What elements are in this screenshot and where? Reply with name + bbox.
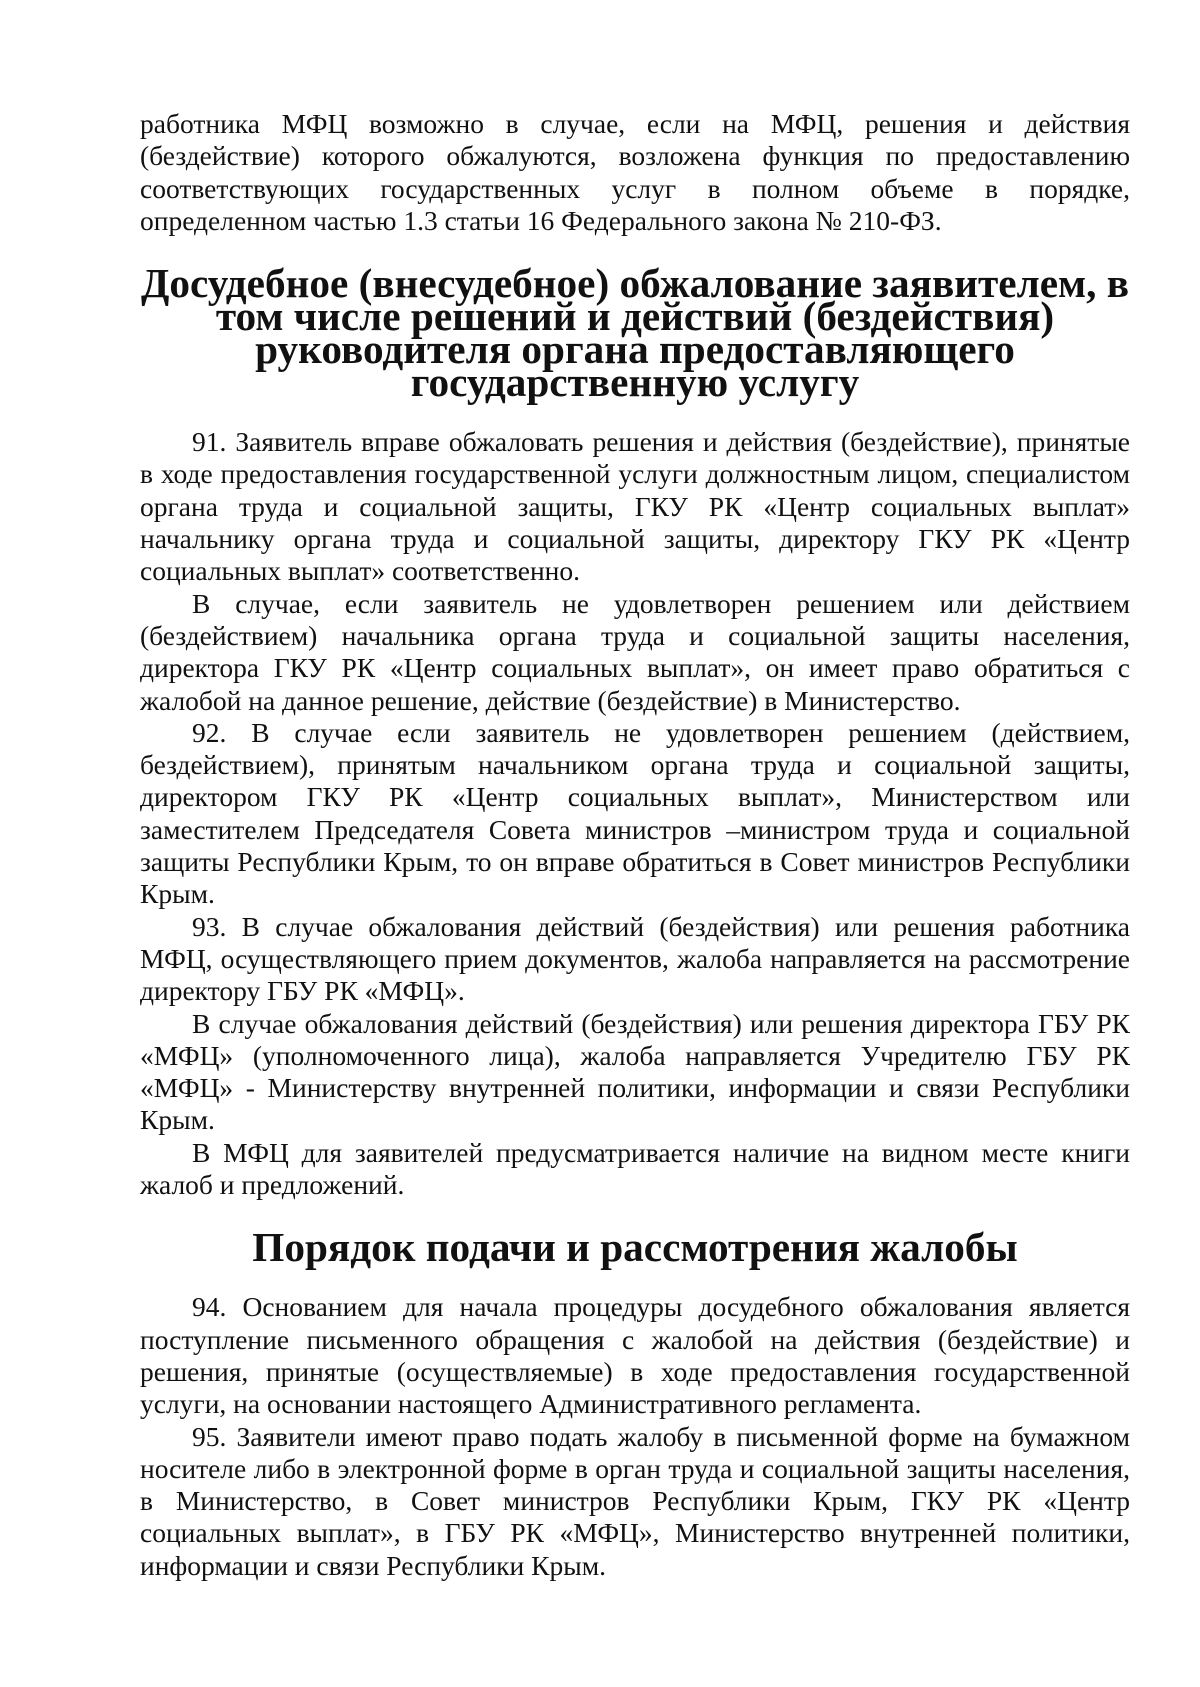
document-page <box>140 108 1130 1582</box>
paragraph-93-cont: В случае обжалования действий (бездействия) или решения директора ГБУ РК «МФЦ» (уполномоченного лица), жалоба направляется Учредителю ГБУ РК «МФЦ» - Министерству внутренней политики, информации и связи Республики Крым. <box>140 1007 1130 1136</box>
paragraph-93: 93. В случае обжалования действий (бездействия) или решения работника МФЦ, осуществляющего прием документов, жалоба направляется на рассмотрение директору ГБУ РК «МФЦ». <box>140 910 1130 1007</box>
section-body-pre-trial-appeal <box>140 426 1130 1201</box>
paragraph-95: 95. Заявители имеют право подать жалобу в письменной форме на бумажном носителе либо в электронной форме в орган труда и социальной защиты населения, в Министерство, в Совет министров Республики Крым, ГКУ РК «Центр социальных выплат», в ГБУ РК «МФЦ», Министерство внутренней политики, информации и связи Республики Крым. <box>140 1420 1130 1581</box>
paragraph-91-cont: В случае, если заявитель не удовлетворен решением или действием (бездействием) начальника органа труда и социальной защиты населения, директора ГКУ РК «Центр социальных выплат», он имеет право обратиться с жалобой на данное решение, действие (бездействие) в Министерство. <box>140 587 1130 716</box>
section-heading-pre-trial-appeal: Досудебное (внесудебное) обжалование заявителем, в том числе решений и действий (бездействия) руководителя органа предоставляющего государственную услугу <box>140 260 1130 406</box>
paragraph-91: 91. Заявитель вправе обжаловать решения и действия (бездействие), принятые в ходе предоставления государственной услуги должностным лицом, специалистом органа труда и социальной защиты, ГКУ РК «Центр социальных выплат» начальнику органа труда и социальной защиты, директору ГКУ РК «Центр социальных выплат» соответственно. <box>140 426 1130 587</box>
paragraph-92: 92. В случае если заявитель не удовлетворен решением (действием, бездействием), принятым начальником органа труда и социальной защиты, директором ГКУ РК «Центр социальных выплат», Министерством или заместителем Председателя Совета министров –министром труда и социальной защиты Республики Крым, то он вправе обратиться в Совет министров Республики Крым. <box>140 716 1130 910</box>
paragraph-94: 94. Основанием для начала процедуры досудебного обжалования является поступление письменного обращения с жалобой на действия (бездействие) и решения, принятые (осуществляемые) в ходе предоставления государственной услуги, на основании настоящего Административного регламента. <box>140 1291 1130 1420</box>
section-heading-complaint-procedure: Порядок подачи и рассмотрения жалобы <box>252 1224 1018 1271</box>
continuation-paragraph: работника МФЦ возможно в случае, если на МФЦ, решения и действия (бездействие) которого обжалуются, возложена функция по предоставлению соответствующих государственных услуг в полном объеме в порядке, определенном частью 1.3 статьи 16 Федерального закона № 210-ФЗ. <box>140 108 1130 236</box>
paragraph-93-book: В МФЦ для заявителей предусматривается наличие на видном месте книги жалоб и предложений. <box>140 1136 1130 1201</box>
section-body-complaint-procedure <box>140 1291 1130 1582</box>
